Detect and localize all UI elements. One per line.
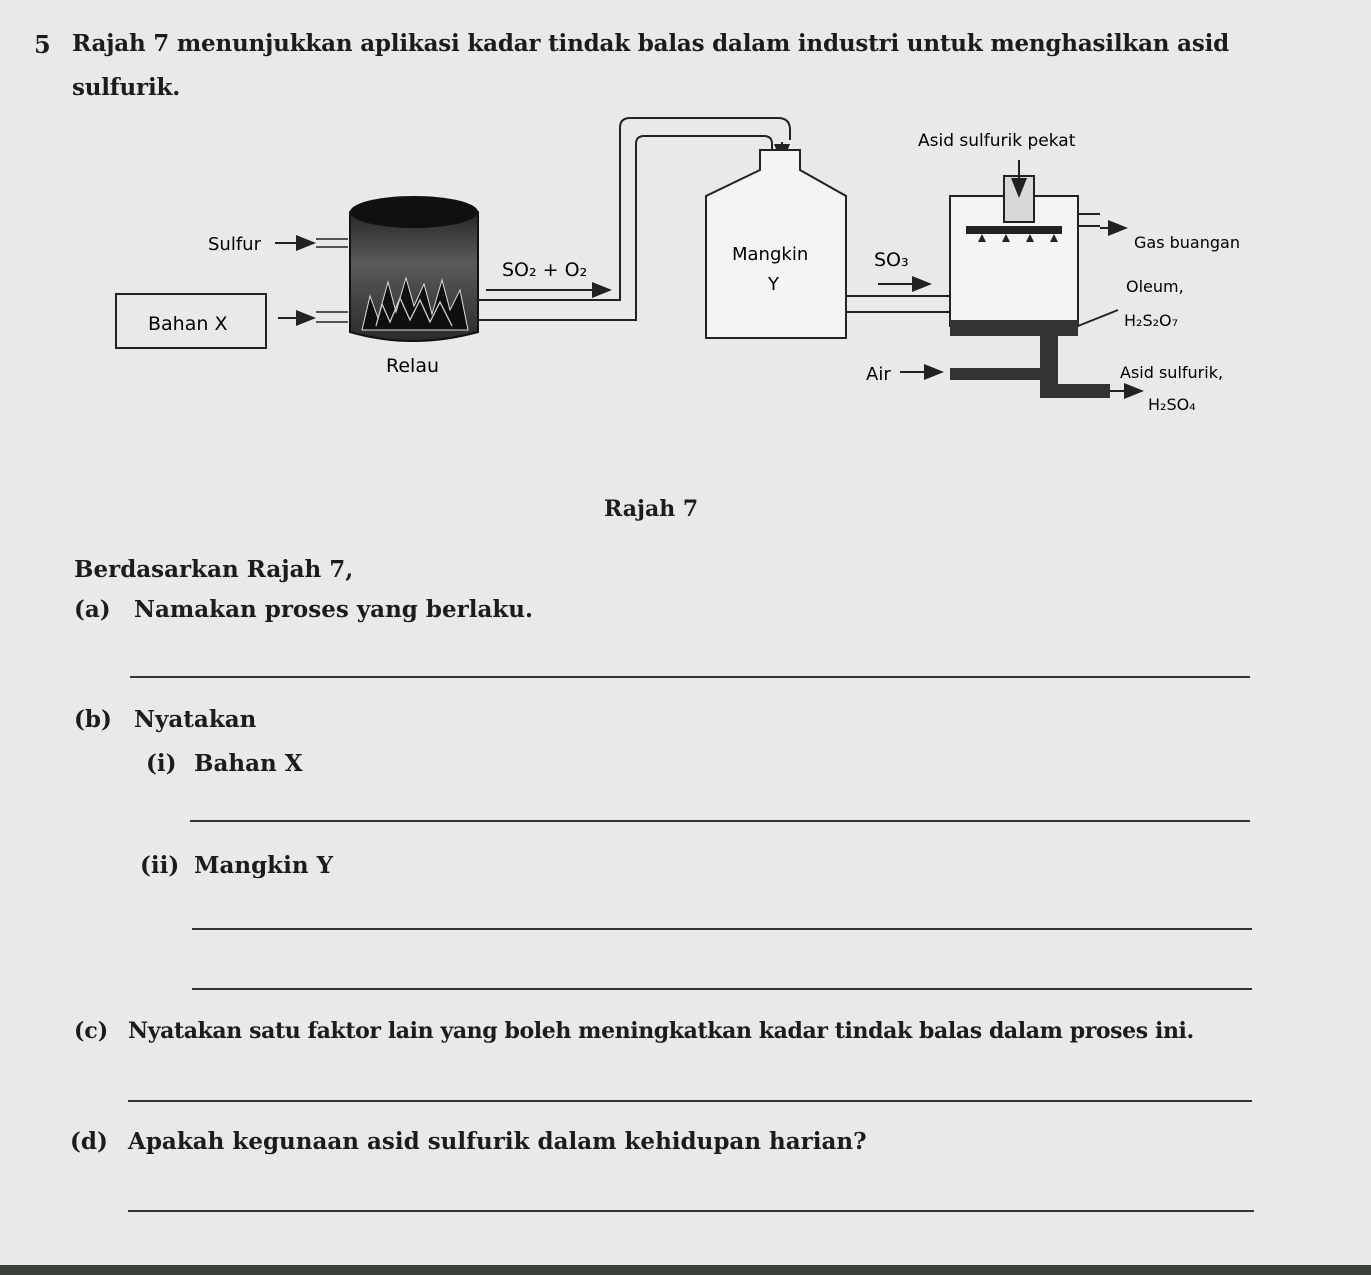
contact-process-diagram [0,0,1371,490]
answer-line-b-i[interactable] [190,820,1250,822]
part-a-text: Namakan proses yang berlaku. [134,596,534,623]
answer-line-b-ii-2[interactable] [192,988,1252,990]
label-oleum-formula: H₂S₂O₇ [1124,311,1179,330]
question-number: 5 [34,30,51,59]
answer-line-b-ii-1[interactable] [192,928,1252,930]
label-sulfur: Sulfur [208,234,261,255]
part-c-text: Nyatakan satu faktor lain yang boleh meningkatkan kadar tindak balas dalam proses ini. [128,1018,1194,1044]
part-b-i-label: (i) [146,750,177,777]
part-b-text: Nyatakan [134,706,257,733]
question-intro-line2: sulfurik. [72,74,181,101]
question-intro-line1: Rajah 7 menunjukkan aplikasi kadar tindak balas dalam industri untuk menghasilkan asid [72,30,1229,57]
label-asid-sulfurik: Asid sulfurik, [1120,363,1224,382]
part-b-ii-label: (ii) [140,852,180,879]
part-b-ii-text: Mangkin Y [194,852,333,879]
oleum-pointer [1078,310,1118,326]
label-air: Air [866,364,891,385]
label-relau: Relau [386,355,440,377]
label-mangkin: Mangkin [732,244,809,265]
label-asid-formula: H₂SO₄ [1148,395,1196,414]
label-gas-buangan: Gas buangan [1134,233,1240,252]
label-y: Y [768,274,779,295]
label-so2-o2: SO₂ + O₂ [502,259,588,281]
label-bahan-x: Bahan X [148,313,228,335]
answer-line-a[interactable] [130,676,1250,678]
part-d-label: (d) [70,1128,108,1155]
label-asid-pekat: Asid sulfurik pekat [918,131,1076,151]
part-a-label: (a) [74,596,111,623]
part-b-label: (b) [74,706,112,733]
absorption-tower [950,160,1110,398]
figure-caption: Rajah 7 [604,496,699,522]
label-oleum: Oleum, [1126,277,1184,296]
page-bottom-shadow [0,1265,1371,1275]
answer-line-c[interactable] [128,1100,1252,1102]
based-on-text: Berdasarkan Rajah 7, [74,556,354,583]
label-so3: SO₃ [874,249,909,271]
part-c-label: (c) [74,1018,109,1044]
furnace [350,196,478,341]
part-b-i-text: Bahan X [194,750,303,777]
part-d-text: Apakah kegunaan asid sulfurik dalam kehidupan harian? [128,1128,867,1155]
answer-line-d[interactable] [128,1210,1254,1212]
